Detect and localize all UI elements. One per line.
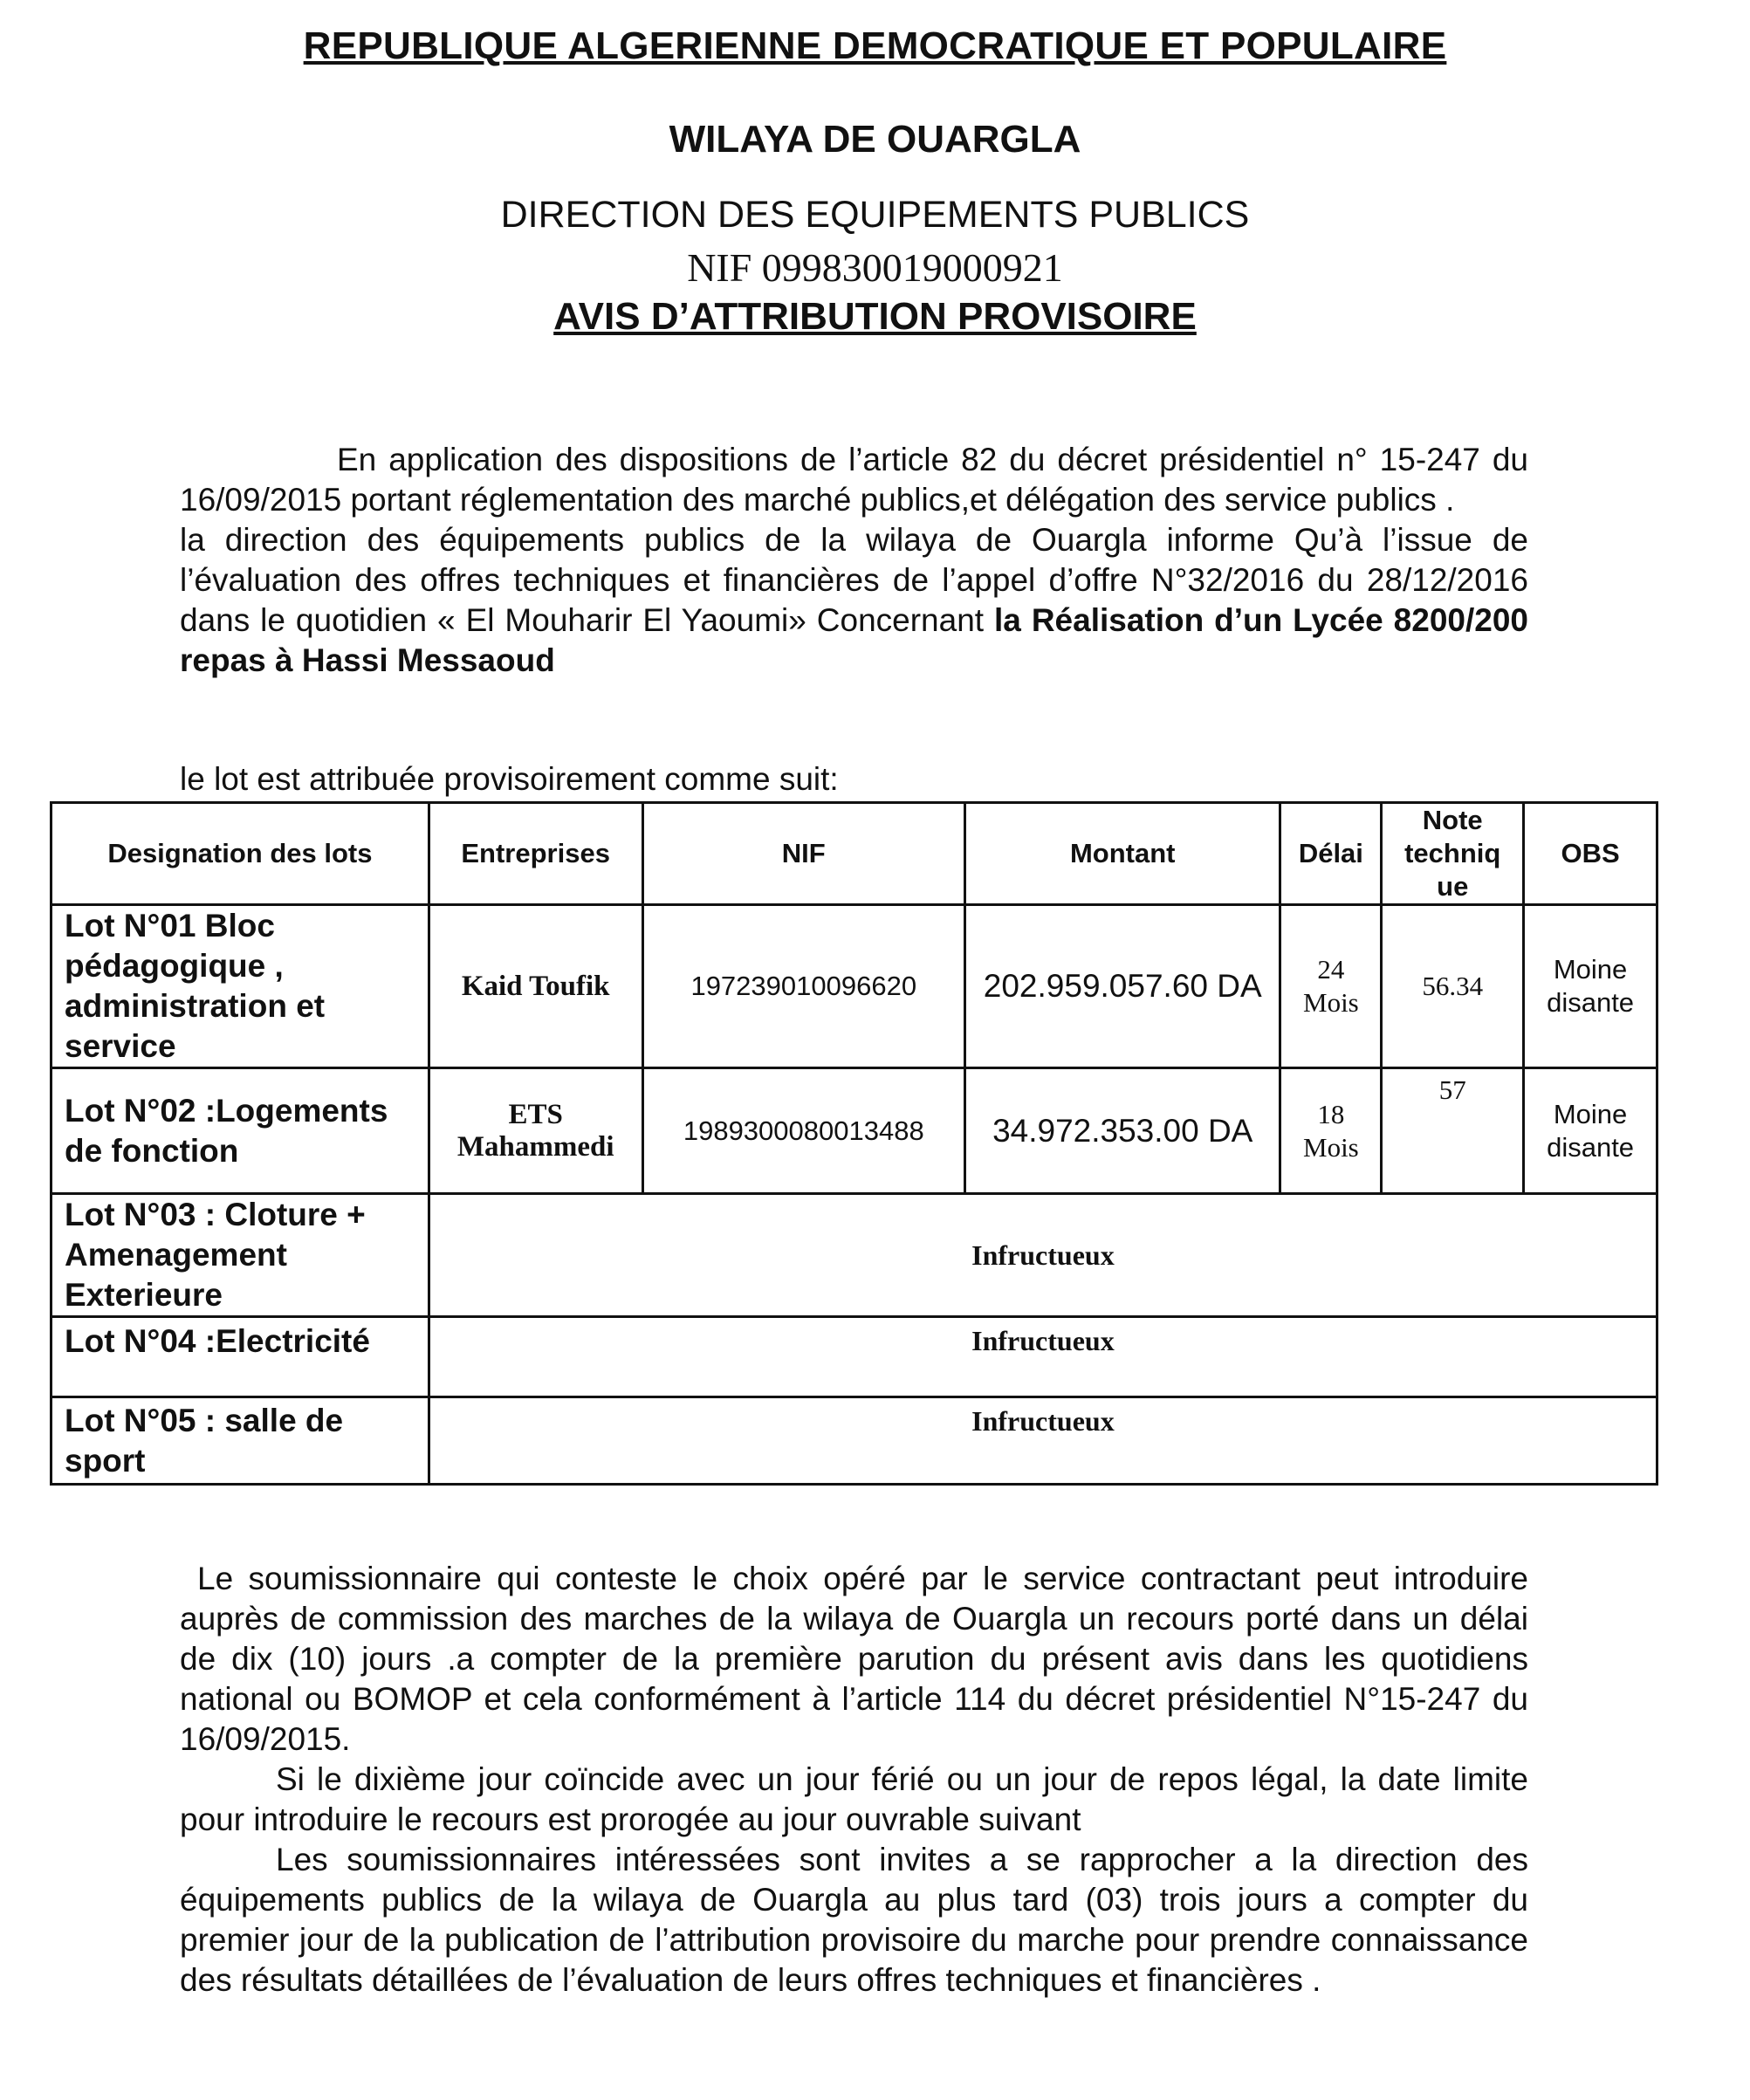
note-technique: 56.34 [1382,905,1524,1068]
entreprise-name: ETS Mahammedi [429,1068,642,1194]
table-row [51,905,1657,1068]
entreprise-nif: 197239010096620 [642,905,964,1068]
lot-designation: Lot N°01 Bloc pédagogique , administration et service [51,905,429,1068]
entreprise-name: Kaid Toufik [429,905,642,1068]
intro-paragraph-2 [180,520,1528,681]
montant: 202.959.057.60 DA [965,905,1280,1068]
intro-paragraph-2-text: la direction des équipements publics de la wilaya de Ouargla informe Qu’à l’issue de l’évaluation des offres techniques et financières de l’appel d’offre N°32/2016 du 28/12/2016 dans le quotidien « El Mouharir El Yaoumi» Concernant [180,522,1528,638]
footer-paragraph-3: Les soumissionnaires intéressées sont invites a se rapprocher a la direction des équipements publics de la wilaya de Ouargla au plus tard (03) trois jours a compter du premier jour de la publication de l’attribution provisoire du marche pour prendre connaissance des résultats détaillées de l’évaluation de leurs offres techniques et financières . [180,1842,1528,1998]
table-header-row [51,803,1657,905]
table-row [51,1194,1657,1317]
lot-designation: Lot N°04 :Electricité [51,1317,429,1397]
direction-title: DIRECTION DES EQUIPEMENTS PUBLICS [500,194,1250,236]
footer-paragraph-1: Le soumissionnaire qui conteste le choix opéré par le service contractant peut introduire auprès de commission des marches de la wilaya de Ouargla un recours porté dans un délai de dix (10) jours .a compter de la première parution du présent avis dans les quotidiens national ou BOMOP et cela conformément à l’article 114 du décret présidentiel N°15-247 du 16/09/2015. [180,1561,1528,1757]
delai: 18 Mois [1280,1068,1382,1194]
header-obs: OBS [1524,803,1657,905]
republique-title: REPUBLIQUE ALGERIENNE DEMOCRATIQUE ET POPULAIRE [303,24,1447,67]
lot-designation: Lot N°03 : Cloture + Amenagement Exterieure [51,1194,429,1317]
montant: 34.972.353.00 DA [965,1068,1280,1194]
table-row [51,1317,1657,1397]
header-delai: Délai [1280,803,1382,905]
observation: Moine disante [1524,905,1657,1068]
footer-paragraph-2: Si le dixième jour coïncide avec un jour férié ou un jour de repos légal, la date limite pour introduire le recours est prorogée au jour ouvrable suivant [180,1761,1528,1837]
table-row [51,1397,1657,1485]
footer-section [180,1559,1528,2000]
lot-status: Infructueux [429,1317,1657,1397]
lot-designation: Lot N°02 :Logements de fonction [51,1068,429,1194]
observation: Moine disante [1524,1068,1657,1194]
header-designation: Designation des lots [51,803,429,905]
lot-status: Infructueux [429,1194,1657,1317]
nif-line: NIF 099830019000921 [687,245,1063,290]
note-technique: 57 [1382,1068,1524,1194]
table-row [51,1068,1657,1194]
project-title: la Réalisation d’un Lycée 8200/200 repas à Hassi Messaoud [180,602,1528,678]
header-note: Note techniq ue [1382,803,1524,905]
header-entreprises: Entreprises [429,803,642,905]
header-nif: NIF [642,803,964,905]
delai: 24 Mois [1280,905,1382,1068]
header-montant: Montant [965,803,1280,905]
table-lead: le lot est attribuée provisoirement comme suit: [180,761,839,797]
entreprise-nif: 1989300080013488 [642,1068,964,1194]
lot-status: Infructueux [429,1397,1657,1485]
lot-designation: Lot N°05 : salle de sport [51,1397,429,1485]
attribution-table [50,801,1658,1486]
intro-section [180,440,1528,681]
avis-title: AVIS D’ATTRIBUTION PROVISOIRE [553,295,1197,338]
intro-paragraph-1: En application des dispositions de l’article 82 du décret présidentiel n° 15-247 du 16/09/2015 portant réglementation des marché publics,et délégation des service publics . [180,442,1528,518]
wilaya-title: WILAYA DE OUARGLA [669,118,1081,161]
